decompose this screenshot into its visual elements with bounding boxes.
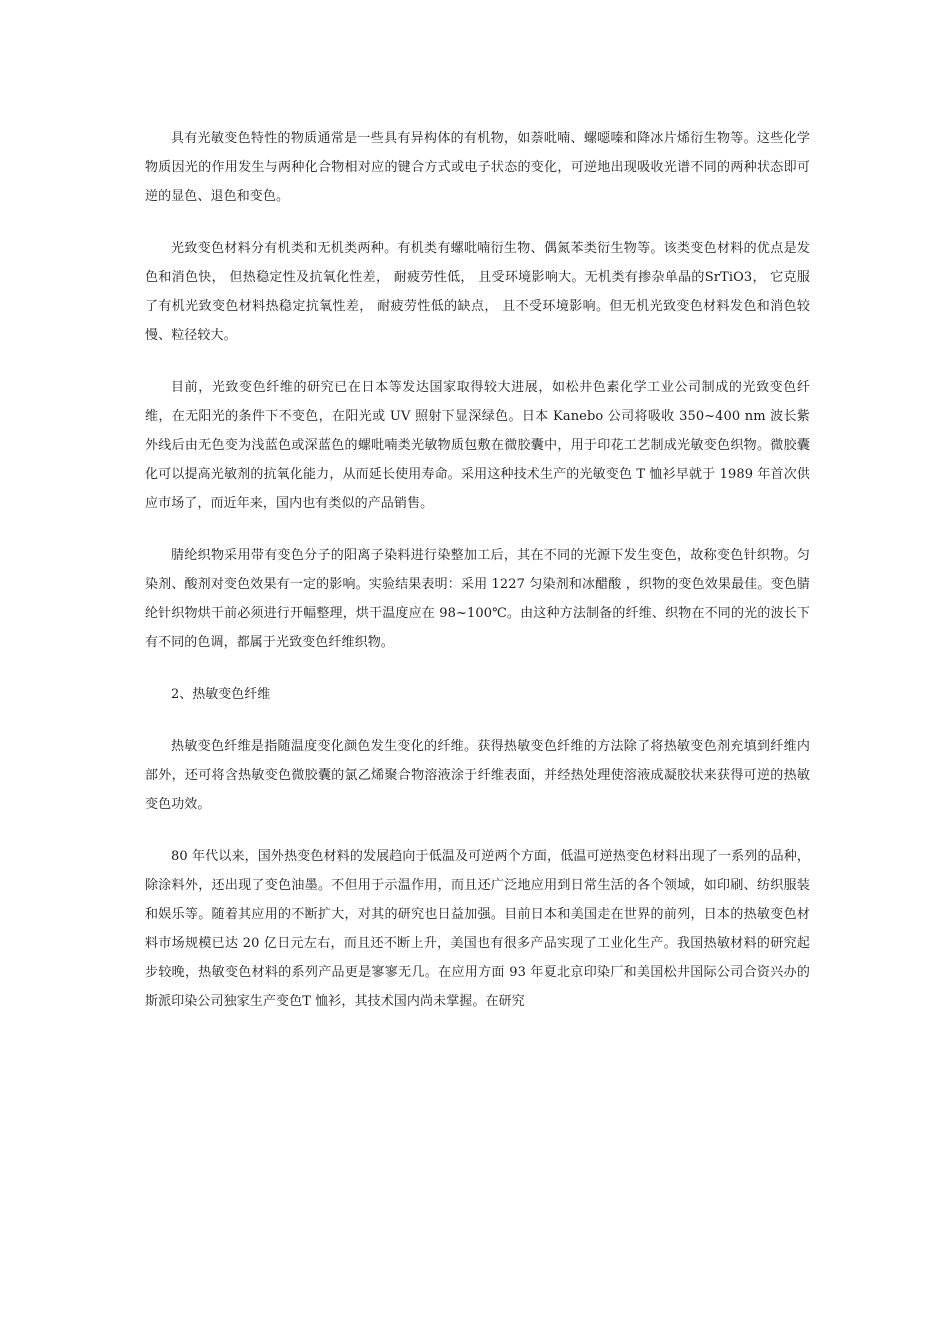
- paragraph-thermochromic-definition: 热敏变色纤维是指随温度变化颜色发生变化的纤维。获得热敏变色纤维的方法除了将热敏变色剂充填到纤维内部外，还可将含热敏变色微胶囊的氯乙烯聚合物溶液涂于纤维表面，并经热处理使溶液成凝胶状来获得可逆的热敏变色功效。: [145, 739, 810, 812]
- paragraph-photochromic-material-types: 光致变色材料分有机类和无机类两种。有机类有螺吡喃衍生物、偶氮苯类衍生物等。该类变色材料的优点是发色和消色快， 但热稳定性及抗氧化性差， 耐疲劳性低， 且受环境影响大。无机类有掺杂单晶的SrTiO3， 它克服了有机光致变色材料热稳定抗氧性差， 耐疲劳性低的缺点， 且不受环境影响。但无机光致变色材料发色和消色较慢、粒径较大。: [145, 241, 810, 343]
- section-heading-thermochromic-fiber: 2、热敏变色纤维: [171, 687, 271, 702]
- paragraph-thermochromic-development: 80 年代以来，国外热变色材料的发展趋向于低温及可逆两个方面，低温可逆热变色材料出现了一系列的品种，除涂料外，还出现了变色油墨。不但用于示温作用，而且还广泛地应用到日常生活的各个领域，如印刷、纺织服装和娱乐等。随着其应用的不断扩大，对其的研究也日益加强。目前日本和美国走在世界的前列，日本的热敏变色材料市场规模已达 20 亿日元左右，而且还不断上升，美国也有很多产品实现了工业化生产。我国热敏材料的研究起步较晚，热敏变色材料的系列产品更是寥寥无几。在应用方面 93 年夏北京印染厂和美国松井国际公司合资兴办的斯派印染公司独家生产变色T 恤衫，其技术国内尚未掌握。在研究: [145, 849, 810, 1009]
- document-body: [145, 124, 810, 1039]
- paragraph-photochromic-fiber-research: 目前，光致变色纤维的研究已在日本等发达国家取得较大进展，如松井色素化学工业公司制成的光致变色纤维，在无阳光的条件下不变色，在阳光或 UV 照射下显深绿色。日本 Kanebo 公司将吸收 350~400 nm 波长紫外线后由无色变为浅蓝色或深蓝色的螺吡喃类光敏物质包敷在微胶囊中，用于印花工艺制成光敏变色织物。微胶囊化可以提高光敏剂的抗氧化能力，从而延长使用寿命。采用这种技术生产的光敏变色 T 恤衫早就于 1989 年首次供应市场了，而近年来，国内也有类似的产品销售。: [145, 380, 810, 511]
- paragraph-photochromic-substances: 具有光敏变色特性的物质通常是一些具有异构体的有机物，如萘吡喃、螺噁嗪和降冰片烯衍生物等。这些化学物质因光的作用发生与两种化合物相对应的键合方式或电子状态的变化，可逆地出现吸收光谱不同的两种状态即可逆的显色、退色和变色。: [145, 131, 810, 204]
- paragraph-acrylic-fabric: 腈纶织物采用带有变色分子的阳离子染料进行染整加工后，其在不同的光源下发生变色，故称变色针织物。匀染剂、酸剂对变色效果有一定的影响。实验结果表明：采用 1227 匀染剂和冰醋酸 ，织物的变色效果最佳。变色腈纶针织物烘干前必须进行开幅整理，烘干温度应在 98~100℃。由这种方法制备的纤维、织物在不同的光的波长下有不同的色调，都属于光致变色纤维织物。: [145, 548, 810, 650]
